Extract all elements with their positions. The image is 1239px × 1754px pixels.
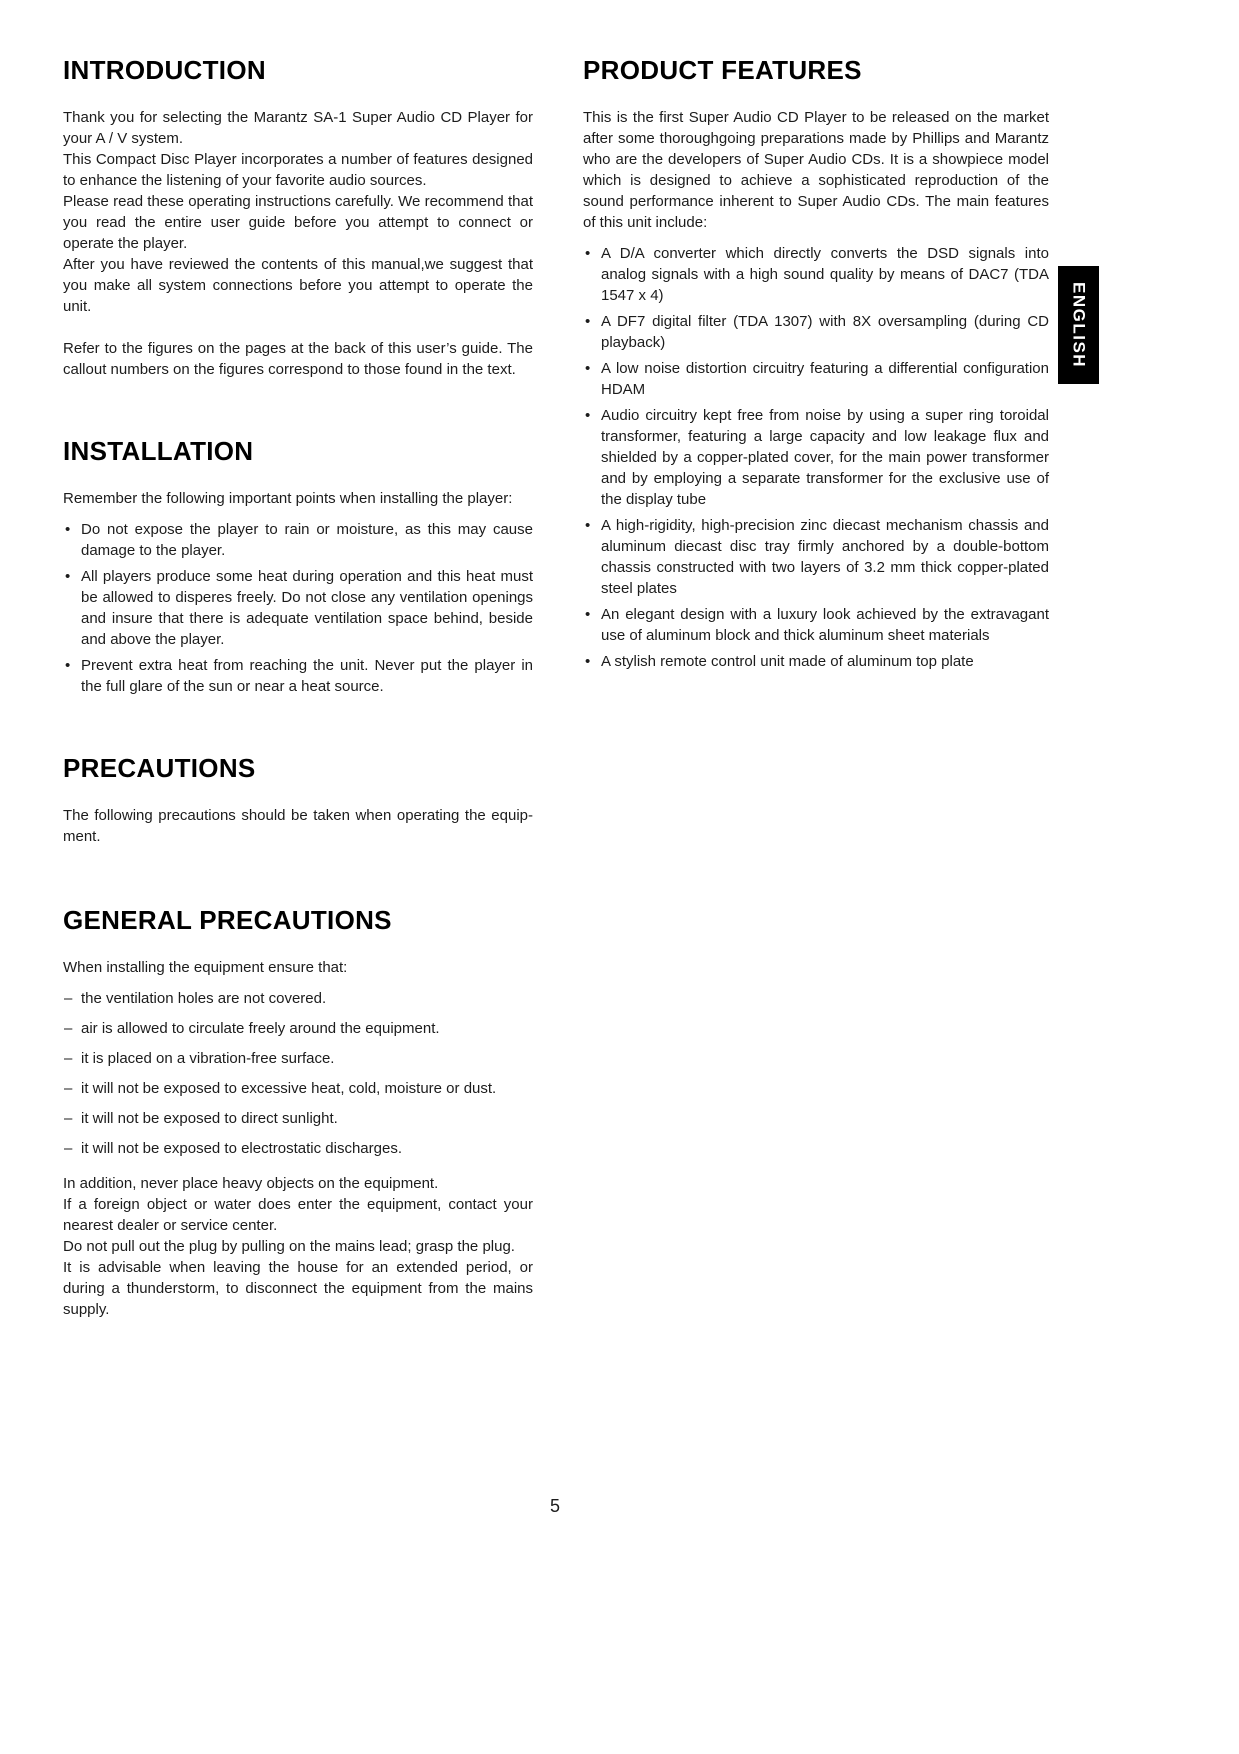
bullet-item: • Do not expose the player to rain or moisture, as this may cause damage to the player. (63, 519, 533, 561)
paragraph-gap (63, 317, 533, 338)
precautions-title: PRECAUTIONS (63, 753, 256, 783)
introduction-title: INTRODUCTION (63, 55, 266, 85)
section-general-precautions (63, 905, 533, 1320)
section-product-features (583, 55, 1049, 672)
dash-item: – the ventilation holes are not covered. (63, 988, 533, 1009)
paragraph: After you have reviewed the contents of this manual,we suggest that you make all system connections before you attempt to operate the unit. (63, 256, 533, 315)
section-installation (63, 436, 533, 697)
bullet-item: • A D/A converter which directly converts the DSD signals into analog signals with a high sound quality by means of DAC7 (TDA 1547 x 4) (583, 243, 1049, 306)
page-number: 5 (549, 1496, 560, 1516)
bullet-item: • A stylish remote control unit made of aluminum top plate (583, 651, 1049, 672)
dash-item: – it is placed on a vibration-free surface. (63, 1048, 533, 1069)
bullet-item: • A DF7 digital filter (TDA 1307) with 8X oversampling (during CD playback) (583, 311, 1049, 353)
left-column (63, 55, 533, 1376)
installation-bullet-list (63, 519, 533, 697)
section-introduction (63, 55, 533, 380)
paragraph: Do not pull out the plug by pulling on the mains lead; grasp the plug. (63, 1238, 515, 1255)
product-features-bullet-list (583, 243, 1049, 672)
bullet-item: • All players produce some heat during operation and this heat must be allowed to disperes freely. Do not close any ventilation openings and insure that there is adequate ventilation space behind, beside and above the player. (63, 566, 533, 650)
dash-item: – air is allowed to circulate freely around the equipment. (63, 1018, 533, 1039)
bullet-item: • A low noise distortion circuitry featuring a differential configuration HDAM (583, 358, 1049, 400)
paragraph: Refer to the figures on the pages at the back of this user’s guide. The callout numbers on the figures correspond to those found in the text. (63, 340, 533, 378)
installation-title: INSTALLATION (63, 436, 254, 466)
bullet-item: • An elegant design with a luxury look achieved by the extravagant use of aluminum block and thick aluminum sheet materials (583, 604, 1049, 646)
paragraph: When installing the equipment ensure that: (63, 959, 348, 976)
section-precautions (63, 753, 533, 847)
language-tab-english: ENGLISH (1058, 266, 1099, 384)
general-precautions-dash-list (63, 988, 533, 1159)
bullet-item: • Audio circuitry kept free from noise by using a super ring toroidal transformer, featuring a large capacity and low leakage flux and shielded by a copper-plated cover, for the main power transformer and by employing a separate transformer for the exclusive use of the display tube (583, 405, 1049, 510)
bullet-item: • Prevent extra heat from reaching the unit. Never put the player in the full glare of the sun or near a heat source. (63, 655, 533, 697)
dash-item: – it will not be exposed to excessive heat, cold, moisture or dust. (63, 1078, 533, 1099)
dash-item: – it will not be exposed to direct sunlight. (63, 1108, 533, 1129)
paragraph: If a foreign object or water does enter the equipment, contact your nearest dealer or service center. (63, 1196, 533, 1234)
paragraph: The following precautions should be taken when operating the equip-ment. (63, 807, 533, 845)
paragraph: This Compact Disc Player incorporates a number of features designed to enhance the listening of your favorite audio sources. (63, 151, 533, 189)
paragraph: Thank you for selecting the Marantz SA-1 Super Audio CD Player for your A / V system. (63, 109, 533, 147)
dash-item: – it will not be exposed to electrostatic discharges. (63, 1138, 533, 1159)
paragraph: Remember the following important points when installing the player: (63, 490, 513, 507)
paragraph: Please read these operating instructions carefully. We recommend that you read the entire user guide before you attempt to connect or operate the player. (63, 193, 533, 252)
general-precautions-notes (63, 1173, 533, 1320)
bullet-item: • A high-rigidity, high-precision zinc diecast mechanism chassis and aluminum diecast disc tray firmly anchored by a double-bottom chassis constructed with two layers of 3.2 mm thick copper-plated steel plates (583, 515, 1049, 599)
right-column (583, 55, 1049, 728)
general-precautions-title: GENERAL PRECAUTIONS (63, 905, 392, 935)
paragraph: In addition, never place heavy objects on the equipment. (63, 1175, 439, 1192)
paragraph: This is the first Super Audio CD Player to be released on the market after some thoroughgoing preparations made by Phillips and Marantz who are the developers of Super Audio CDs. It is a showpiece model which is designed to achieve a sophisticated reproduction of the sound performance inherent to Super Audio CDs. The main features of this unit include: (583, 109, 1049, 231)
paragraph: It is advisable when leaving the house for an extended period, or during a thunderstorm, to disconnect the equipment from the mains supply. (63, 1259, 533, 1318)
product-features-title: PRODUCT FEATURES (583, 55, 862, 85)
